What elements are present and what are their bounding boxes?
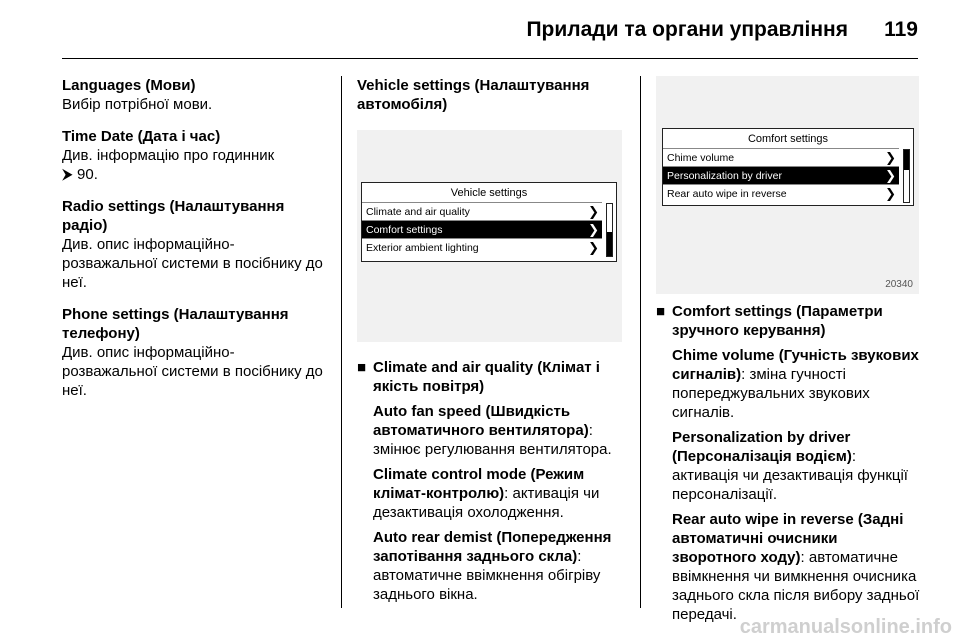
sub-item: Auto fan speed (Швидкість автоматичного вентилятора): змінює регулювання вентилятора. (373, 403, 612, 458)
chevron-right-icon: ❯ (588, 240, 599, 255)
page-title: Прилади та органи управління (526, 18, 848, 41)
bullet-comfort-settings: ■ Comfort settings (Параметри зручного керування) (656, 303, 883, 339)
section-radio-settings (62, 197, 327, 292)
menu-row-climate: Climate and air quality ❯ (362, 202, 602, 220)
arrow-icon: ⮞ (62, 166, 73, 183)
column-left (62, 76, 327, 413)
scrollbar (903, 149, 910, 203)
bullet-square-icon: ■ (357, 359, 367, 376)
section-languages (62, 76, 327, 114)
section-body: Див. опис інформаційно-розважальної системи в посібнику до неї. (62, 236, 323, 291)
page-number: 119 (884, 18, 918, 41)
section-body: Див. інформацію про годинник (62, 147, 275, 164)
chevron-right-icon: ❯ (885, 150, 896, 165)
vehicle-settings-screenshot (357, 130, 622, 342)
screen-title: Vehicle settings (450, 187, 528, 199)
chevron-right-icon: ❯ (885, 168, 896, 183)
screen-title: Comfort settings (747, 133, 829, 145)
page-reference[interactable] (62, 165, 327, 184)
sub-item: Auto rear demist (Попередження запотівання заднього скла): автоматичне ввімкнення обігріву заднього вікна. (373, 529, 612, 603)
section-title-vehicle-settings: Vehicle settings (Налаштування автомобіля) (357, 77, 590, 113)
bullet-square-icon: ■ (656, 303, 666, 320)
scroll-thumb (607, 232, 612, 256)
section-phone-settings (62, 305, 327, 400)
menu-row-rear-auto-wipe: Rear auto wipe in reverse ❯ (663, 184, 899, 202)
section-title: Time Date (Дата і час) (62, 128, 221, 145)
sub-item: Climate control mode (Режим клімат-контролю): активація чи дезактивація охолодження. (373, 466, 600, 521)
sub-item: Rear auto wipe in reverse (Задні автоматичні очисники зворотного ходу): автоматичне ввімкнення чи вимкнення очисника заднього скла після вибору задньої передачі. (672, 511, 920, 623)
section-time-date (62, 127, 327, 184)
sub-item: Personalization by driver (Персоналізація водієм): активація чи дезактивація функції персоналізації. (672, 429, 908, 503)
column-right (656, 302, 921, 624)
column-middle (357, 76, 622, 604)
section-body: Вибір потрібної мови. (62, 96, 213, 113)
image-code: 20340 (885, 279, 913, 290)
header-rule (62, 58, 918, 59)
column-divider (341, 76, 342, 608)
menu-row-exterior-lighting: Exterior ambient lighting ❯ (362, 238, 602, 256)
sub-item: Chime volume (Гучність звукових сигналів): зміна гучності попереджувальних звукових сигналів. (672, 347, 919, 421)
display-screen (361, 182, 617, 262)
scroll-thumb (904, 150, 909, 170)
menu-row-comfort-selected: Comfort settings ❯ (362, 220, 602, 238)
display-screen (662, 128, 914, 206)
chevron-right-icon: ❯ (885, 186, 896, 201)
menu-row-chime-volume: Chime volume ❯ (663, 148, 899, 166)
section-title: Radio settings (Налаштування радіо) (62, 198, 285, 234)
bullet-climate-air-quality: ■ Climate and air quality (Клімат і якість повітря) (357, 359, 600, 395)
scrollbar (606, 203, 613, 257)
reference-page: 90. (77, 166, 98, 183)
section-body: Див. опис інформаційно-розважальної системи в посібнику до неї. (62, 344, 323, 399)
comfort-settings-screenshot (656, 76, 919, 294)
section-title: Languages (Мови) (62, 77, 196, 94)
page-header (0, 0, 960, 62)
column-divider (640, 76, 641, 608)
watermark: carmanualsonline.info (739, 616, 952, 638)
menu-row-personalization-selected: Personalization by driver ❯ (663, 166, 899, 184)
chevron-right-icon: ❯ (588, 222, 599, 237)
chevron-right-icon: ❯ (588, 204, 599, 219)
section-title: Phone settings (Налаштування телефону) (62, 306, 289, 342)
